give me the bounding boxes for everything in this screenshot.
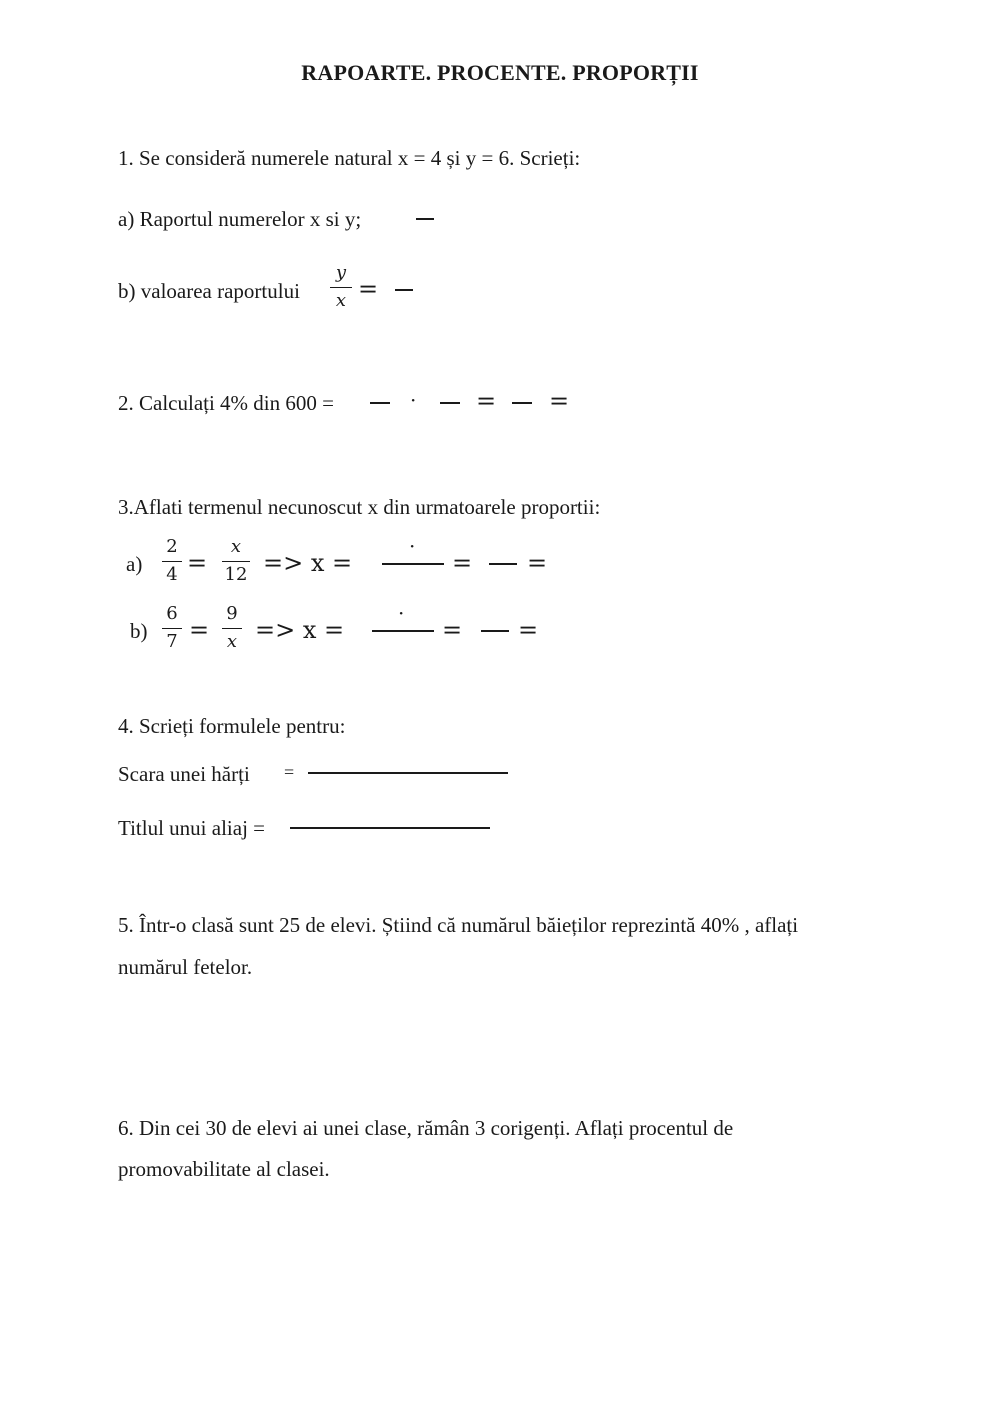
equals-sign: = [549,387,570,415]
exercise-1a-label: a) Raportul numerelor x si y; [118,207,362,231]
exercise-3b-fraction-2 [222,603,242,653]
equals-sign: = [442,616,463,644]
exercise-1a-answer-fraction-bar[interactable] [416,218,434,220]
map-scale-equals: = [284,762,295,782]
fraction-numerator: 2 [166,536,178,557]
equals-sign: = [518,616,539,644]
exercise-5-line-2: numărul fetelor. [118,955,253,979]
exercise-3b-fraction-1 [162,603,182,653]
exercise-3b-label: b) [130,619,148,643]
exercise-3b-fraction-bar-long[interactable] [372,630,434,632]
multiplication-dot: · [398,601,405,625]
fraction-denominator: 12 [224,564,248,585]
exercise-2-statement: 2. Calculați 4% din 600 = [118,391,334,415]
equals-sign: = [189,616,210,644]
exercise-2-fraction-bar-1[interactable] [370,402,390,404]
exercise-1b-answer-fraction-bar[interactable] [395,289,413,291]
fraction-numerator: y [335,262,347,283]
exercise-3a-fraction-1 [162,536,182,586]
equals-sign: = [527,549,548,577]
fraction-numerator: 6 [166,603,178,624]
exercise-6-line-1: 6. Din cei 30 de elevi ai unei clase, rămân 3 corigenți. Aflați procentul de [118,1116,734,1140]
fraction-denominator: x [335,290,347,311]
fraction-bar [222,561,250,562]
exercise-3a-label: a) [126,552,143,576]
equals-sign: = [452,549,473,577]
alloy-title-label: Titlul unui aliaj = [118,816,265,840]
implication-x-equals: => x = [255,616,345,644]
exercise-1-statement: 1. Se consideră numerele natural x = 4 și y = 6. Scrieți: [118,146,581,170]
exercise-2-fraction-bar-3[interactable] [512,402,532,404]
equals-sign: = [358,275,379,303]
fraction-denominator: x [226,631,238,652]
equals-sign: = [187,549,208,577]
fraction-bar [162,561,182,562]
exercise-1b-label: b) valoarea raportului [118,279,300,303]
exercise-6-line-2: promovabilitate al clasei. [118,1157,330,1181]
fraction-denominator: 7 [166,631,178,652]
map-scale-label: Scara unei hărți [118,762,250,786]
fraction-denominator: 4 [166,564,178,585]
exercise-3-statement: 3.Aflati termenul necunoscut x din urmatoarele proportii: [118,495,601,519]
fraction-numerator: 9 [226,603,238,624]
exercise-4-statement: 4. Scrieți formulele pentru: [118,714,346,738]
exercise-3a-fraction-bar-long[interactable] [382,563,444,565]
fraction-bar [222,628,242,629]
fraction-bar [162,628,182,629]
exercise-3a-fraction-bar-short[interactable] [489,563,517,565]
fraction-bar [330,287,352,288]
multiplication-dot: · [410,388,417,412]
exercise-3b-fraction-bar-short[interactable] [481,630,509,632]
exercise-3a-fraction-2 [222,536,250,586]
exercise-1b-fraction [330,262,352,312]
multiplication-dot: · [409,534,416,558]
exercise-2-fraction-bar-2[interactable] [440,402,460,404]
implication-x-equals: => x = [263,549,353,577]
exercise-5-line-1: 5. Într-o clasă sunt 25 de elevi. Știind că numărul băieților reprezintă 40% , aflați [118,913,799,937]
alloy-title-fraction-line[interactable] [290,827,490,829]
map-scale-fraction-line[interactable] [308,772,508,774]
fraction-numerator: x [230,536,242,557]
equals-sign: = [476,387,497,415]
page-title: RAPOARTE. PROCENTE. PROPORȚII [301,60,699,85]
